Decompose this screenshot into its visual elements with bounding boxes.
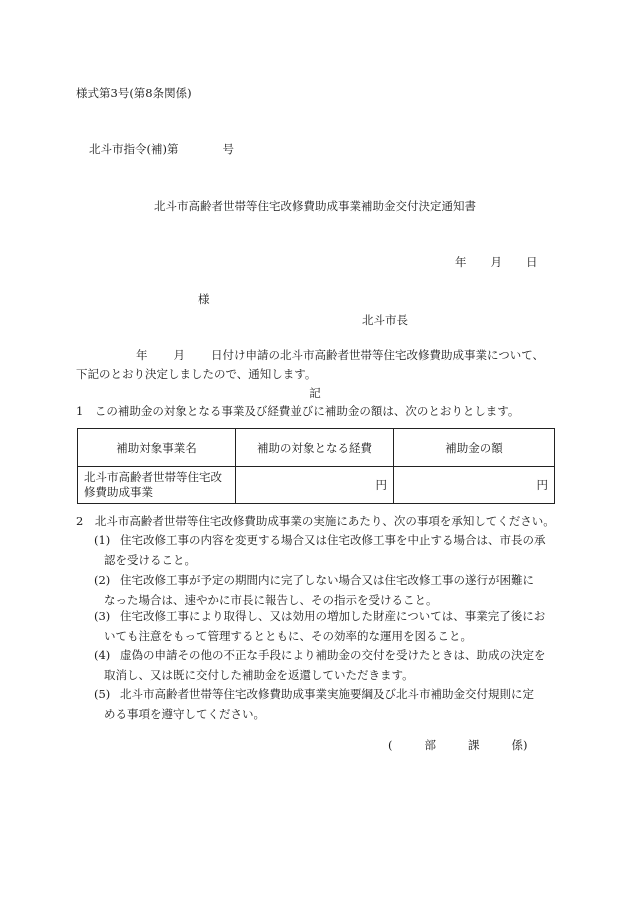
footer-kakari: 係) [511,738,528,752]
date-year: 年 [455,255,467,269]
intro-line-2: 下記のとおり決定しましたので、通知します。 [76,367,317,381]
list-item [94,684,564,724]
document-title: 北斗市高齢者世帯等住宅改修費助成事業補助金交付決定通知書 [154,199,476,213]
department-footer [388,739,528,753]
intro-line-1-text: 日付け申請の北斗市高齢者世帯等住宅改修費助成事業について、 [211,348,545,362]
table-row [78,467,555,504]
item-number: (5) [94,687,111,701]
date-day: 日 [526,255,538,269]
list-item [94,570,564,610]
item-line-1: 住宅改修工事の内容を変更する場合又は住宅改修工事を中止する場合は、市長の承 [120,533,546,547]
intro-line-1 [136,349,544,363]
sender-name: 北斗市長 [362,313,408,327]
cost-cell: 円 [236,467,394,504]
item-line-2: なった場合は、速やかに市長に報告し、その指示を受けること。 [104,593,438,607]
section-1-text: 1 この補助金の対象となる事業及び経費並びに補助金の額は、次のとおりとします。 [76,404,520,418]
footer-bu: 部 [424,738,436,752]
section-2-text: 2 北斗市高齢者世帯等住宅改修費助成事業の実施にあたり、次の事項を承知してください。 [76,514,555,528]
item-number: (1) [94,533,111,547]
footer-ka: 課 [468,738,480,752]
document-number [89,143,234,157]
footer-open-paren: ( [388,738,393,752]
table-header-row [78,429,555,467]
item-line-2: 取消し、又は既に交付した補助金を返還していただきます。 [104,668,414,682]
item-line-1: 虚偽の申請その他の不正な手段により補助金の交付を受けたときは、助成の決定を [120,648,546,662]
document-number-prefix: 北斗市指令(補)第 [89,142,179,156]
list-item [94,530,564,570]
item-line-1: 住宅改修工事が予定の期間内に完了しない場合又は住宅改修工事の遂行が困難に [120,573,534,587]
table-header-cell: 補助金の額 [394,429,555,467]
item-number: (3) [94,609,111,623]
table-header-cell: 補助の対象となる経費 [236,429,394,467]
list-item [94,645,564,685]
intro-year: 年 [136,348,148,362]
project-name-cell: 北斗市高齢者世帯等住宅改修費助成事業 [78,467,236,504]
recipient-honorific: 様 [198,292,210,306]
list-item [94,606,564,646]
date-line [455,256,538,270]
date-month: 月 [490,255,502,269]
item-line-2: いても注意をもって管理するとともに、その効率的な運用を図ること。 [104,629,472,643]
form-label: 様式第3号(第8条関係) [76,86,192,100]
item-line-2: 認を受けること。 [104,553,196,567]
item-number: (2) [94,573,111,587]
item-line-1: 住宅改修工事により取得し、又は効用の増加した財産については、事業完了後にお [120,609,546,623]
item-line-2: める事項を遵守してください。 [104,707,265,721]
document-number-suffix: 号 [222,142,234,156]
intro-month: 月 [173,348,185,362]
table-header-cell: 補助対象事業名 [78,429,236,467]
ki-heading: 記 [309,386,321,400]
item-number: (4) [94,648,111,662]
item-line-1: 北斗市高齢者世帯等住宅改修費助成事業実施要綱及び北斗市補助金交付規則に定 [120,687,534,701]
grant-table [77,428,555,504]
amount-cell: 円 [394,467,555,504]
